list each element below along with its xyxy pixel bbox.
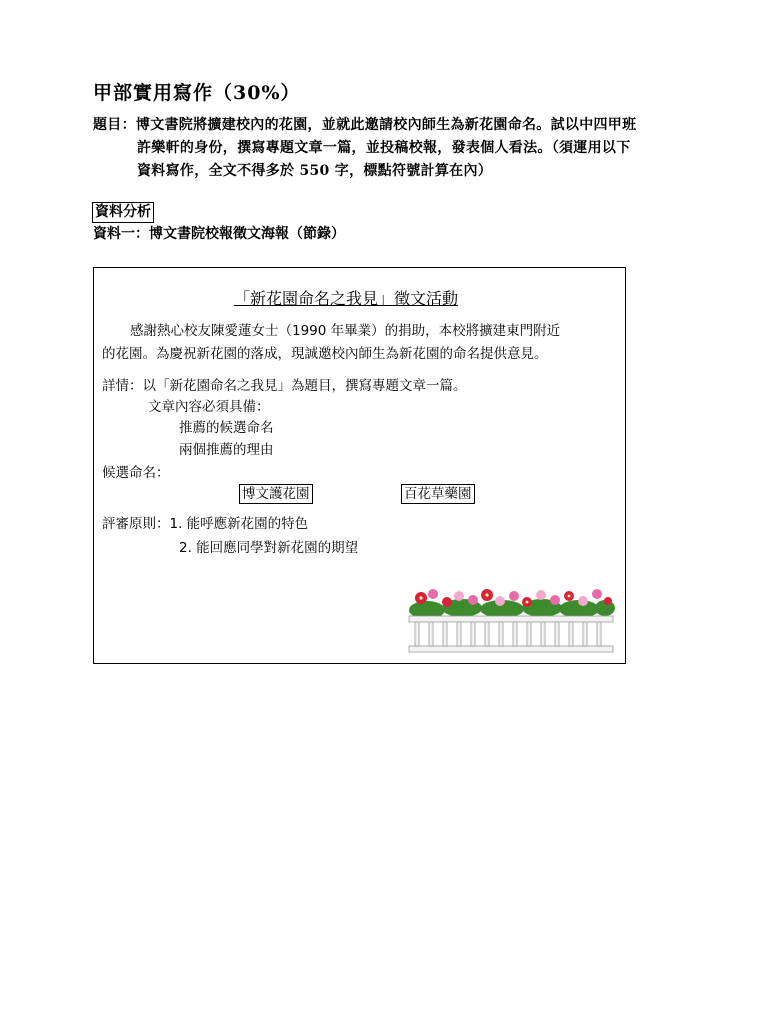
question-line-2: 許樂軒的身份，撰寫專題文章一篇，並投稿校報，發表個人看法。（須運用以下: [137, 140, 631, 156]
requirement-2: 兩個推薦的理由: [179, 442, 274, 458]
poster-intro-line-2: 的花園。為慶祝新花園的落成，現誠邀校內師生為新花園的命名提供意見。: [102, 346, 548, 362]
poster-intro-line-1: 感謝熱心校友陳愛蓮女士（1990 年畢業）的捐助，本校將擴建東門附近: [130, 323, 561, 339]
criteria-1: 評審原則：1. 能呼應新花園的特色: [102, 516, 309, 532]
candidate-name-2: 百花草藥園: [401, 484, 475, 504]
railing: [409, 616, 613, 652]
question-line-1: 題目：博文書院將擴建校內的花園，並就此邀請校內師生為新花園命名。試以中四甲班: [93, 117, 637, 133]
source1-title: 資料一：博文書院校報徵文海報（節錄）: [93, 226, 345, 242]
candidates-label: 候選命名：: [102, 465, 170, 481]
section-title: 甲部實用寫作（30%）: [93, 82, 301, 104]
poster-title: 「新花園命名之我見」徵文活動: [234, 289, 459, 308]
requirement-1: 推薦的候選命名: [179, 420, 274, 436]
analysis-label: 資料分析: [92, 202, 154, 223]
poster-details: 詳情：以「新花園命名之我見」為題目，撰寫專題文章一篇。: [102, 378, 467, 394]
poster-frame: [93, 267, 626, 664]
criteria-2: 2. 能回應同學對新花園的期望: [179, 540, 359, 556]
requirements-title: 文章內容必須具備：: [148, 399, 270, 415]
candidate-name-1: 博文護花園: [239, 484, 313, 504]
question-line-3: 資料寫作，全文不得多於 550 字，標點符號計算在內）: [137, 163, 493, 179]
flower-railing-illustration: [407, 586, 617, 658]
